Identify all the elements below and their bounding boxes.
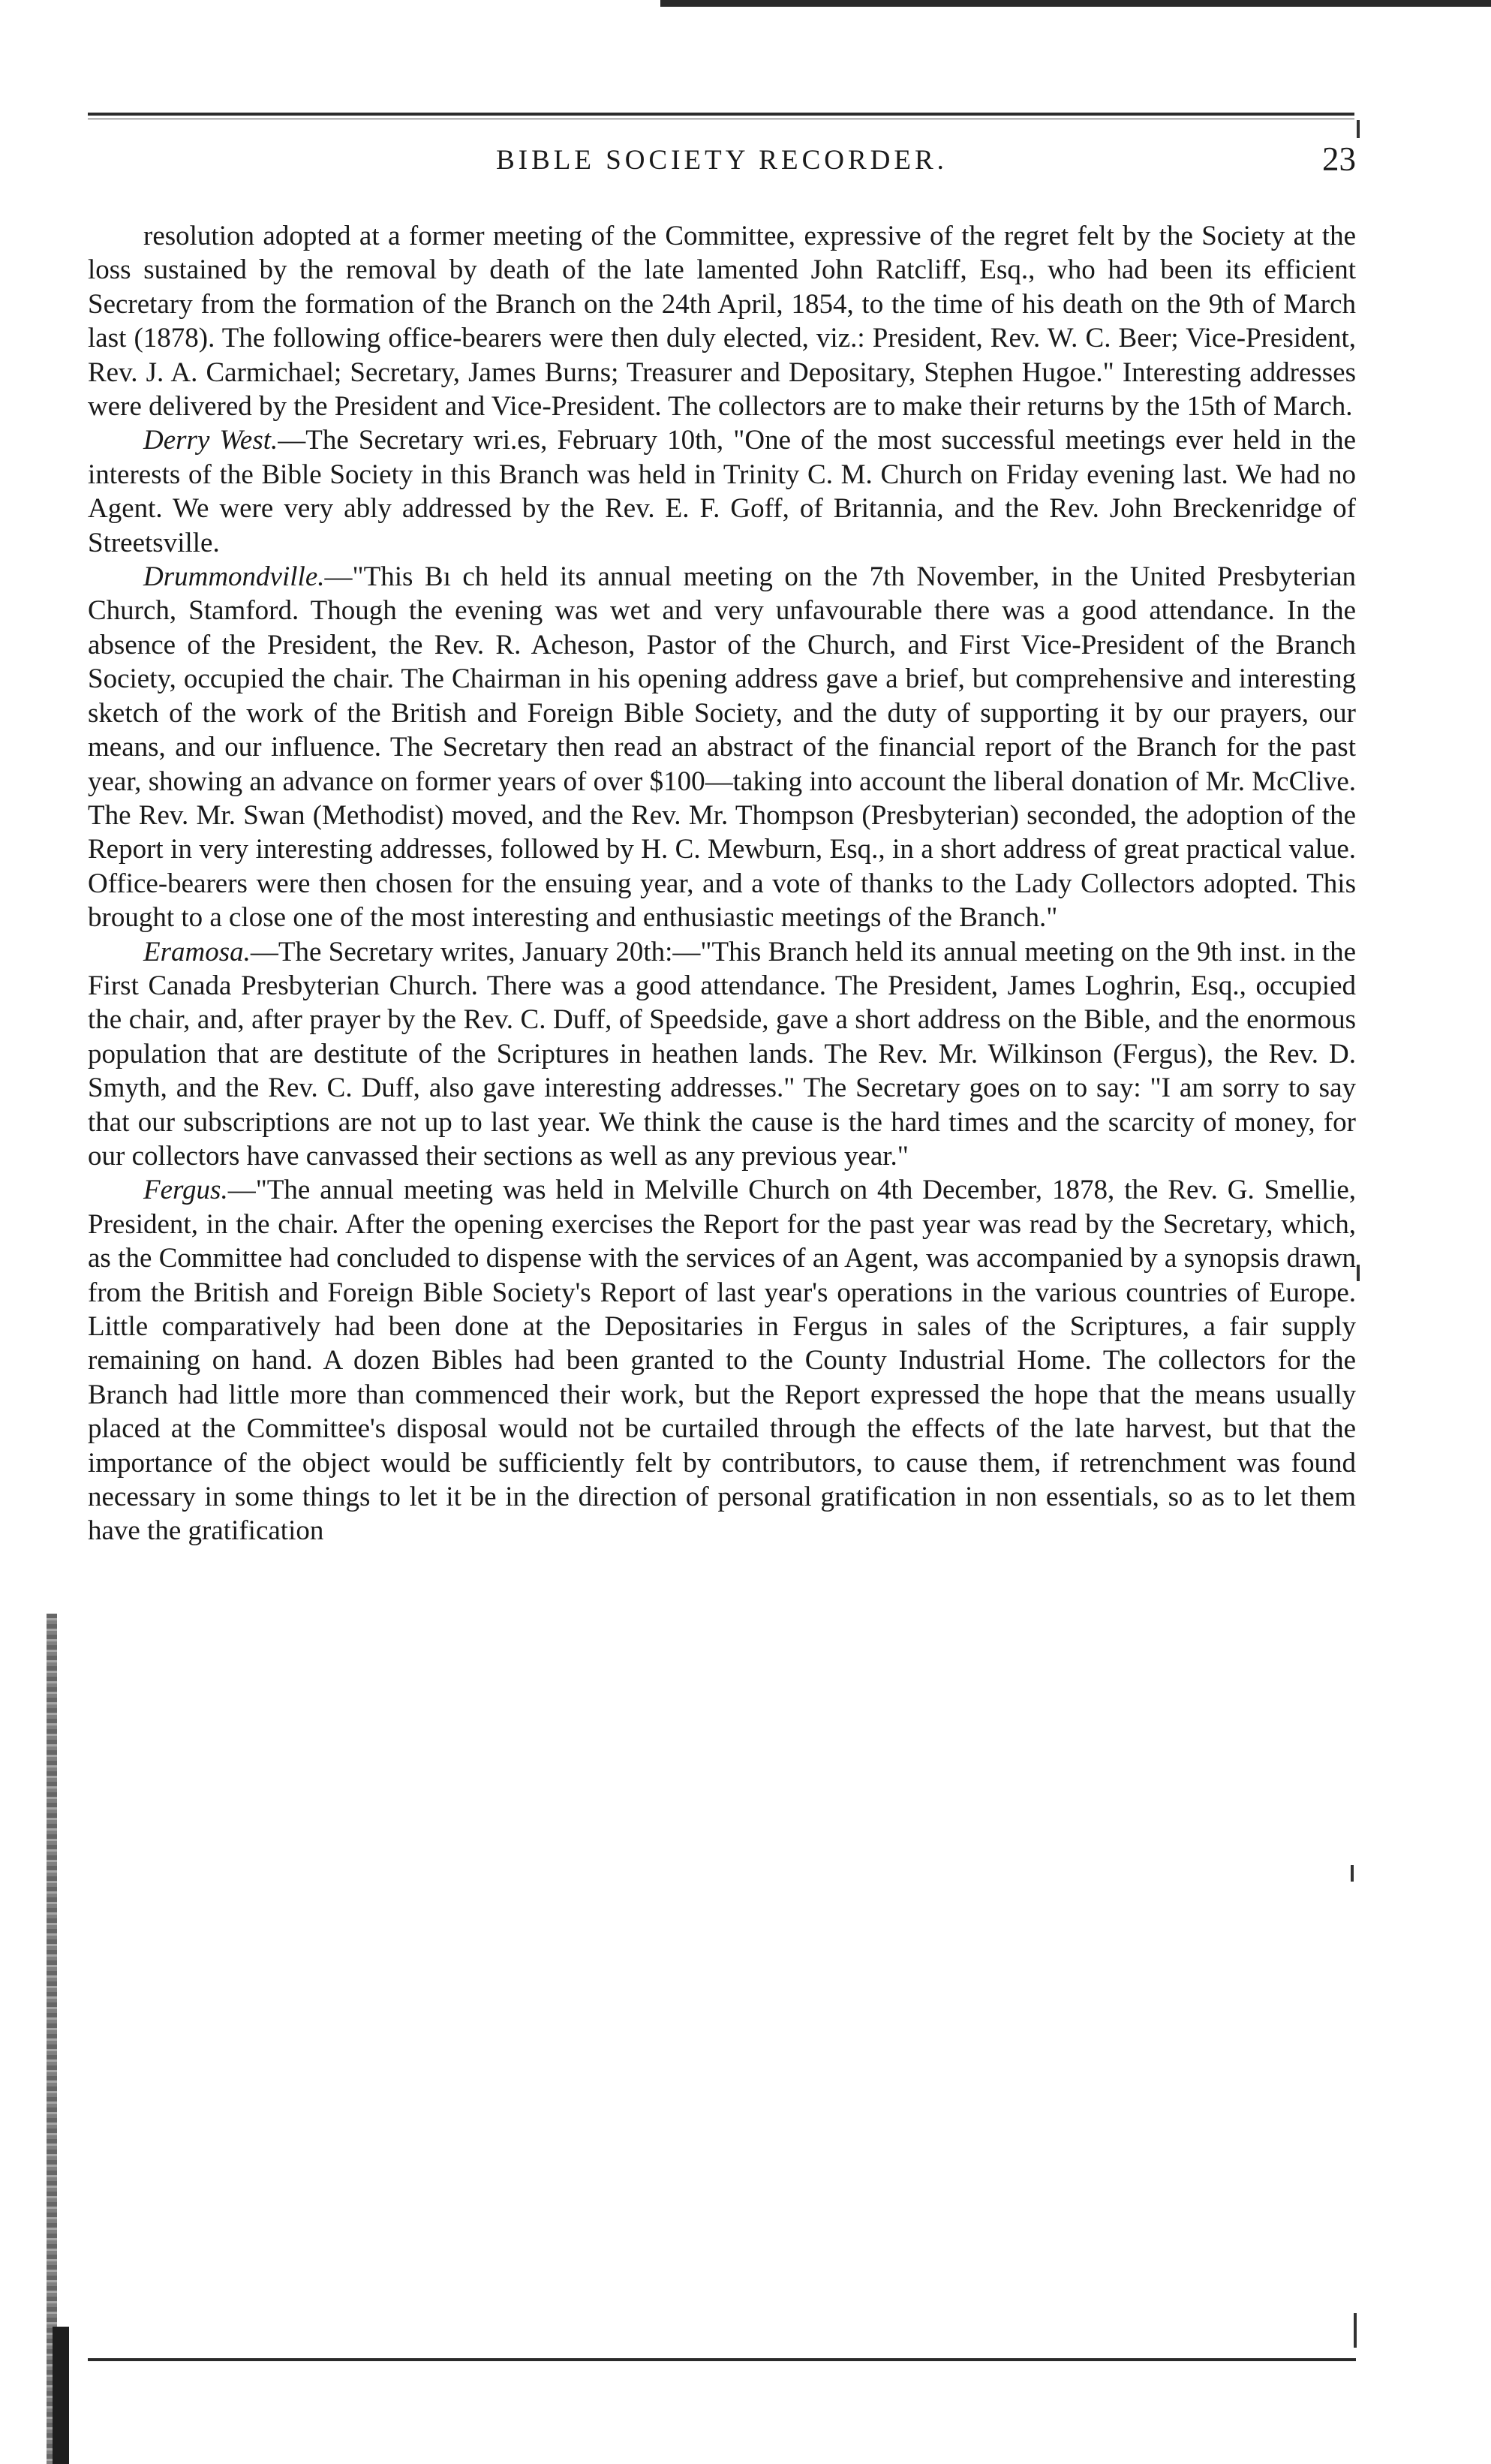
page-number: 23	[1322, 140, 1356, 178]
paragraph-continuation	[88, 219, 1356, 423]
footer-rule	[88, 2358, 1356, 2361]
paragraph-drummondville	[88, 560, 1356, 934]
article-body	[88, 219, 1356, 1548]
place-name: Eramosa.	[143, 936, 251, 967]
paragraph-text: —The Secretary wri.es, February 10th, "One of the most successful meetings ever held in the interests of the Bible Society in this Branch was held in Trinity C. M. Church on Friday evening last. We had no Agent. We were very ably addressed by the Rev. E. F. Goff, of Britannia, and the Rev. John Breckenridge of Streetsville.	[88, 425, 1357, 558]
margin-mark	[1357, 120, 1360, 138]
paragraph-text: —"This Bı ch held its annual meeting on the 7th November, in the United Presbyterian Church, Stamford. Though the evening was wet and very unfavourable there was a good attendance. In the absence of the President, the Rev. R. Acheson, Pastor of the Church, and First Vice-President of the Branch Society, occupied the chair. The Chairman in his opening address gave a brief, but comprehensive and interesting sketch of the work of the British and Foreign Bible Society, and the duty of supporting it by our prayers, our means, and our influence. The Secretary then read an abstract of the financial report of the Branch for the past year, showing an advance on former years of over $100—taking into account the liberal donation of Mr. McClive. The Rev. Mr. Swan (Methodist) moved, and the Rev. Mr. Thompson (Presbyterian) seconded, the adoption of the Report in very interesting addresses, followed by H. C. Mewburn, Esq., in a short address of great practical value. Office-bearers were then chosen for the ensuing year, and a vote of thanks to the Lady Collectors adopted. This brought to a close one of the most interesting and enthusiastic meetings of the Branch."	[88, 561, 1356, 934]
margin-mark	[1357, 1265, 1360, 1281]
place-name: Drummondville.	[143, 561, 325, 593]
binding-edge-dark	[53, 2327, 69, 2464]
margin-mark	[1354, 2313, 1357, 2348]
header-rule	[88, 113, 1354, 116]
page-header	[88, 134, 1356, 186]
paragraph-text: —"The annual meeting was held in Melville Church on 4th December, 1878, the Rev. G. Smellie, President, in the chair. After the opening exercises the Report for the past year was read by the Secretary, which, as the Committee had concluded to dispense with the services of an Agent, was accompanied by a synopsis drawn from the British and Foreign Bible Society's Report of last year's operations in the various countries of Europe. Little comparatively had been done at the Depositaries in Fergus in sales of the Scriptures, a fair supply remaining on hand. A dozen Bibles had been granted to the County Industrial Home. The collectors for the Branch had little more than commenced their work, but the Report expressed the hope that the means usually placed at the Committee's disposal would not be curtailed through the effects of the late harvest, but that the importance of the object would be sufficiently felt by contributors, to cause them, if retrenchment was found necessary in some things to let it be in the direction of personal gratification in non essentials, so as to let them have the gratification	[88, 1175, 1356, 1547]
place-name: Derry West.	[143, 425, 278, 456]
paragraph-fergus	[88, 1173, 1356, 1548]
place-name: Fergus.	[143, 1175, 228, 1206]
paragraph-text: resolution adopted at a former meeting of the Committee, expressive of the regret felt by the Society at the loss sustained by the removal by death of the late lamented John Ratcliff, Esq., who had been its efficient Secretary from the formation of the Branch on the 24th April, 1854, to the time of his death on the 9th of March last (1878). The following office-bearers were then duly elected, viz.: President, Rev. W. C. Beer; Vice-President, Rev. J. A. Carmichael; Secretary, James Burns; Treasurer and Depositary, Stephen Hugoe." Interesting addresses were delivered by the President and Vice-President. The collectors are to make their returns by the 15th of March.	[88, 221, 1356, 423]
paragraph-derry-west	[88, 423, 1356, 560]
paragraph-eramosa	[88, 935, 1356, 1174]
page-top-edge	[660, 0, 1491, 7]
margin-mark	[1351, 1865, 1354, 1882]
running-head: BIBLE SOCIETY RECORDER.	[496, 145, 948, 176]
paragraph-text: —The Secretary writes, January 20th:—"This Branch held its annual meeting on the 9th inst. in the First Canada Presbyterian Church. There was a good attendance. The President, James Loghrin, Esq., occupied the chair, and, after prayer by the Rev. C. Duff, of Speedside, gave a short address on the Bible, and the enormous population that are destitute of the Scriptures in heathen lands. The Rev. Mr. Wilkinson (Fergus), the Rev. D. Smyth, and the Rev. C. Duff, also gave interesting addresses." The Secretary goes on to say: "I am sorry to say that our subscriptions are not up to last year. We think the cause is the hard times and the scarcity of money, for our collectors have canvassed their sections as well as any previous year."	[88, 936, 1356, 1172]
